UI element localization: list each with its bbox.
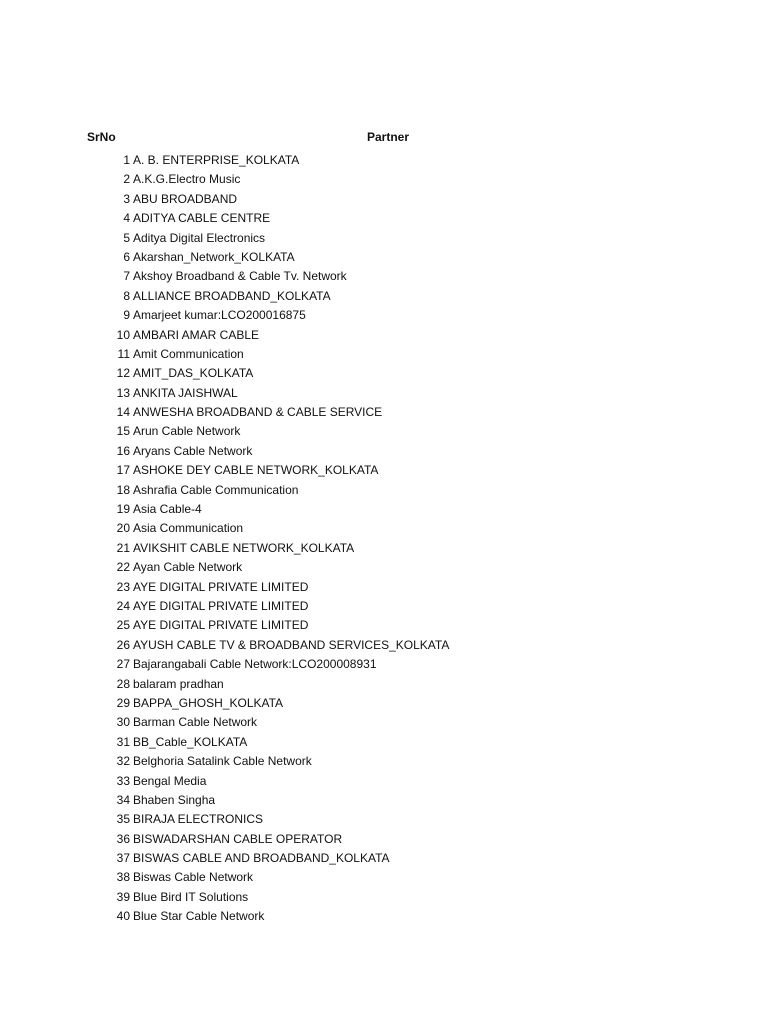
- row-partner: Belghoria Satalink Cable Network: [133, 754, 312, 769]
- row-srno: 37: [116, 851, 130, 866]
- header-srno: SrNo: [87, 130, 116, 144]
- table-row: [0, 868, 768, 887]
- row-partner: Aryans Cable Network: [133, 443, 253, 458]
- table-row: [0, 287, 768, 306]
- table-row: [0, 733, 768, 752]
- row-srno: 19: [116, 502, 130, 517]
- row-srno: 25: [116, 618, 130, 633]
- row-partner: AMBARI AMAR CABLE: [133, 327, 260, 342]
- row-srno: 5: [123, 230, 130, 245]
- header-partner: Partner: [367, 130, 410, 144]
- row-srno: 14: [116, 405, 130, 420]
- row-partner: AMIT_DAS_KOLKATA: [133, 366, 254, 381]
- row-partner: Asia Communication: [133, 521, 244, 536]
- table-row: [0, 306, 768, 325]
- row-srno: 39: [116, 889, 130, 904]
- table-row: [0, 636, 768, 655]
- row-srno: 21: [116, 540, 130, 555]
- row-srno: 24: [116, 598, 130, 613]
- row-partner: Blue Star Cable Network: [133, 909, 265, 924]
- row-srno: 4: [123, 211, 130, 226]
- table-row: [0, 267, 768, 286]
- table-row: [0, 345, 768, 364]
- table-row: [0, 578, 768, 597]
- row-partner: Ayan Cable Network: [133, 560, 243, 575]
- row-srno: 31: [116, 734, 130, 749]
- row-partner: BAPPA_GHOSH_KOLKATA: [133, 695, 284, 710]
- row-srno: 38: [116, 870, 130, 885]
- row-partner: Asia Cable-4: [133, 502, 202, 517]
- row-srno: 16: [116, 443, 130, 458]
- row-partner: Bhaben Singha: [133, 792, 216, 807]
- row-srno: 36: [116, 831, 130, 846]
- table-row: [0, 830, 768, 849]
- row-partner: Barman Cable Network: [133, 715, 258, 730]
- row-partner: AYE DIGITAL PRIVATE LIMITED: [133, 598, 309, 613]
- table-row: [0, 403, 768, 422]
- row-srno: 33: [116, 773, 130, 788]
- row-srno: 3: [123, 191, 130, 206]
- table-row: [0, 229, 768, 248]
- table-row: [0, 519, 768, 538]
- partner-list: [0, 151, 768, 927]
- row-srno: 40: [116, 909, 130, 924]
- row-srno: 1: [123, 153, 130, 167]
- row-partner: Bengal Media: [133, 773, 207, 788]
- row-partner: Akshoy Broadband & Cable Tv. Network: [133, 269, 347, 284]
- row-srno: 29: [116, 695, 130, 710]
- table-row: [0, 675, 768, 694]
- table-row: [0, 151, 768, 170]
- row-srno: 34: [116, 792, 130, 807]
- row-srno: 11: [117, 346, 130, 361]
- table-row: [0, 772, 768, 791]
- row-srno: 20: [116, 521, 130, 536]
- table-row: [0, 442, 768, 461]
- row-partner: Biswas Cable Network: [133, 870, 254, 885]
- table-row: [0, 190, 768, 209]
- row-partner: Ashrafia Cable Communication: [133, 482, 299, 497]
- row-partner: BB_Cable_KOLKATA: [133, 734, 248, 749]
- row-srno: 13: [116, 385, 130, 400]
- row-partner: Arun Cable Network: [133, 424, 241, 439]
- table-row: [0, 849, 768, 868]
- row-partner: BISWADARSHAN CABLE OPERATOR: [133, 831, 343, 846]
- row-srno: 22: [116, 560, 130, 575]
- row-partner: ASHOKE DEY CABLE NETWORK_KOLKATA: [133, 463, 379, 478]
- row-srno: 10: [116, 327, 130, 342]
- table-row: [0, 539, 768, 558]
- table-row: [0, 461, 768, 480]
- row-partner: AYE DIGITAL PRIVATE LIMITED: [133, 618, 309, 633]
- table-row: [0, 558, 768, 577]
- row-partner: AYUSH CABLE TV & BROADBAND SERVICES_KOLKATA: [133, 637, 450, 652]
- row-srno: 32: [116, 754, 130, 769]
- row-partner: Amarjeet kumar:LCO200016875: [133, 308, 306, 323]
- row-srno: 27: [116, 657, 130, 672]
- row-partner: A. B. ENTERPRISE_KOLKATA: [133, 153, 300, 167]
- table-row: [0, 422, 768, 441]
- table-row: [0, 500, 768, 519]
- row-partner: A.K.G.Electro Music: [133, 172, 241, 187]
- table-row: [0, 752, 768, 771]
- row-srno: 30: [116, 715, 130, 730]
- row-srno: 9: [123, 308, 130, 323]
- table-row: [0, 888, 768, 907]
- row-srno: 35: [116, 812, 130, 827]
- row-partner: BISWAS CABLE AND BROADBAND_KOLKATA: [133, 851, 390, 866]
- row-partner: AYE DIGITAL PRIVATE LIMITED: [133, 579, 309, 594]
- table-row: [0, 326, 768, 345]
- row-srno: 8: [123, 288, 130, 303]
- table-row: [0, 170, 768, 189]
- table-row: [0, 907, 768, 926]
- row-srno: 18: [116, 482, 130, 497]
- row-srno: 6: [123, 249, 130, 264]
- row-partner: Akarshan_Network_KOLKATA: [133, 249, 295, 264]
- row-partner: Amit Communication: [133, 346, 244, 361]
- table-row: [0, 713, 768, 732]
- table-row: [0, 384, 768, 403]
- row-partner: Aditya Digital Electronics: [133, 230, 266, 245]
- table-row: [0, 481, 768, 500]
- row-srno: 17: [116, 463, 130, 478]
- row-partner: BIRAJA ELECTRONICS: [133, 812, 264, 827]
- table-row: [0, 248, 768, 267]
- row-srno: 12: [116, 366, 130, 381]
- row-partner: ALLIANCE BROADBAND_KOLKATA: [133, 288, 331, 303]
- row-partner: ABU BROADBAND: [133, 191, 238, 206]
- table-header: [0, 130, 768, 148]
- row-partner: Bajarangabali Cable Network:LCO200008931: [133, 657, 377, 672]
- table-row: [0, 810, 768, 829]
- row-partner: balaram pradhan: [133, 676, 224, 691]
- row-srno: 7: [123, 269, 130, 284]
- row-partner: ANKITA JAISHWAL: [133, 385, 238, 400]
- table-row: [0, 597, 768, 616]
- row-srno: 28: [116, 676, 130, 691]
- table-row: [0, 694, 768, 713]
- row-partner: AVIKSHIT CABLE NETWORK_KOLKATA: [133, 540, 355, 555]
- row-srno: 26: [116, 637, 130, 652]
- row-partner: Blue Bird IT Solutions: [133, 889, 249, 904]
- row-srno: 15: [116, 424, 130, 439]
- table-row: [0, 616, 768, 635]
- row-partner: ANWESHA BROADBAND & CABLE SERVICE: [133, 405, 383, 420]
- row-partner: ADITYA CABLE CENTRE: [133, 211, 271, 226]
- table-row: [0, 655, 768, 674]
- table-row: [0, 791, 768, 810]
- row-srno: 23: [116, 579, 130, 594]
- table-row: [0, 209, 768, 228]
- row-srno: 2: [123, 172, 130, 187]
- table-row: [0, 364, 768, 383]
